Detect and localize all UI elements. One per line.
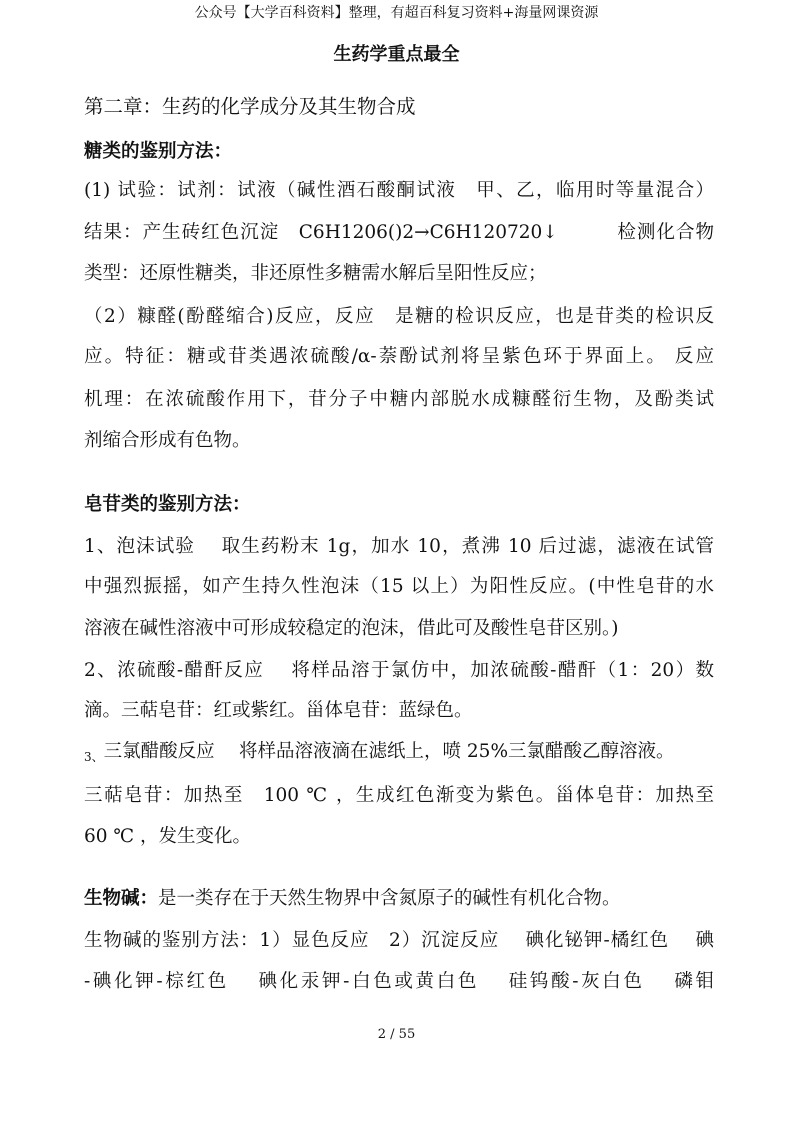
heading-text: 皂苷类的鉴别方法： xyxy=(84,494,251,515)
paragraph-line: （2）糠醛(酚醛缩合)反应，反应 是糖的检识反应，也是苷类的检识反 xyxy=(84,306,714,327)
paragraph-line: 剂缩合形成有色物。 xyxy=(84,430,251,451)
paragraph-line: 1、泡沫试验 取生药粉末 1g，加水 10，煮沸 10 后过滤，滤液在试管 xyxy=(84,536,714,557)
paragraph-line: 机理：在浓硫酸作用下，苷分子中糖内部脱水成糠醛衍生物，及酚类试 xyxy=(84,389,714,410)
paragraph-line: 结果：产生砖红色沉淀 C6H1206()2→C6H120720↓ 检测化合物 xyxy=(84,222,714,243)
heading-text: 糖类的鉴别方法： xyxy=(84,141,233,162)
page-header: 公众号【大学百科资料】整理，有超百科复习资料+海量网课资源 xyxy=(194,5,599,21)
paragraph-line: 滴。三萜皂苷：红或紫红。甾体皂苷：蓝绿色。 xyxy=(84,700,473,721)
item-number: 3、 xyxy=(84,750,104,764)
section-heading-saponins xyxy=(84,493,714,517)
paragraph-line xyxy=(84,740,714,769)
paragraph-line: 60 ℃ ，发生变化。 xyxy=(84,826,251,847)
section-heading-sugars xyxy=(84,140,714,164)
paragraph-line: -碘化钾-棕红色 碘化汞钾-白色或黄白色 硅钨酸-灰白色 磷钼 xyxy=(84,971,714,992)
line-text: 三氯醋酸反应 将样品溶液滴在滤纸上，喷 25%三氯醋酸乙醇溶液。 xyxy=(103,741,675,762)
paragraph-line: 类型：还原性糖类，非还原性多糖需水解后呈阳性反应； xyxy=(84,263,547,284)
document-title: 生药学重点最全 xyxy=(333,44,460,65)
paragraph-line: 中强烈振摇，如产生持久性泡沫（15 以上）为阳性反应。(中性皂苷的水 xyxy=(84,576,714,597)
page-number: 2 / 55 xyxy=(377,1027,416,1042)
paragraph-line: 生物碱的鉴别方法：1）显色反应 2）沉淀反应 碘化铋钾-橘红色 碘 xyxy=(84,930,714,951)
heading-text: 生物碱： xyxy=(84,888,159,909)
chapter-heading: 第二章：生药的化学成分及其生物合成 xyxy=(84,95,416,118)
paragraph-line: 三萜皂苷：加热至 100 ℃ ，生成红色渐变为紫色。甾体皂苷：加热至 xyxy=(84,785,714,806)
paragraph-line: 应。特征：糖或苷类遇浓硫酸/α-萘酚试剂将呈紫色环于界面上。 反应 xyxy=(84,346,714,367)
line-text: 是一类存在于天然生物界中含氮原子的碱性有机化合物。 xyxy=(158,888,621,909)
alkaloid-definition xyxy=(84,887,714,911)
paragraph-line: 2、浓硫酸-醋酐反应 将样品溶于氯仿中，加浓硫酸-醋酐（1：20）数 xyxy=(84,660,714,681)
paragraph-line: (1) 试验：试剂：试液（碱性酒石酸酮试液 甲、乙，临用时等量混合） xyxy=(84,180,714,201)
paragraph-line: 溶液在碱性溶液中可形成较稳定的泡沫，借此可及酸性皂苷区别。) xyxy=(84,618,619,639)
